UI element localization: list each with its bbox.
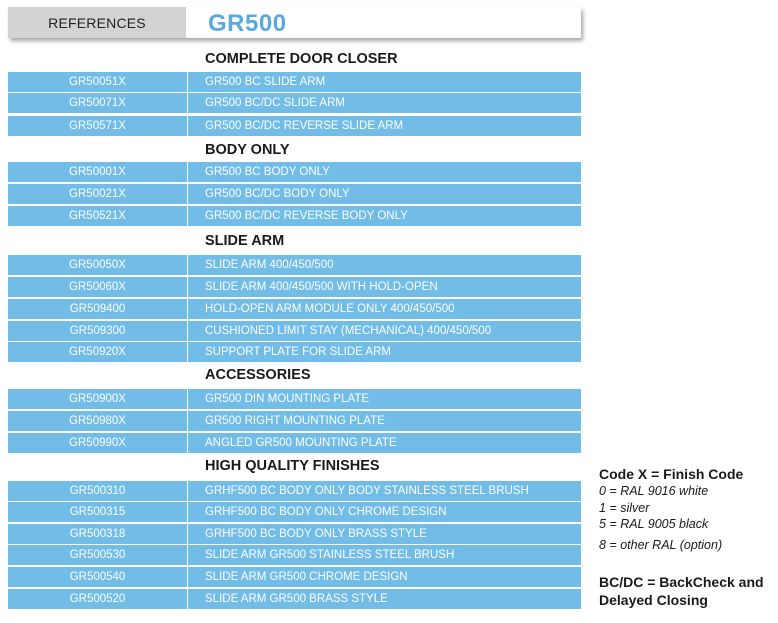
- table-row: [8, 481, 581, 502]
- reference-code: GR50050X: [8, 255, 188, 275]
- table-row: [8, 589, 581, 610]
- reference-code: GR50571X: [8, 116, 188, 136]
- reference-code: GR509400: [8, 299, 188, 319]
- table-row: [8, 321, 581, 342]
- section-title-slide-arm: SLIDE ARM: [205, 233, 285, 249]
- header-bar: [8, 7, 581, 38]
- reference-description: GRHF500 BC BODY ONLY CHROME DESIGN: [205, 506, 447, 518]
- table-row: [8, 342, 581, 363]
- section-title-complete-door-closer: COMPLETE DOOR CLOSER: [205, 51, 398, 67]
- reference-description: SLIDE ARM 400/450/500: [205, 259, 334, 271]
- reference-code: GR50060X: [8, 277, 188, 297]
- reference-code: GR500310: [8, 481, 188, 501]
- reference-description: SUPPORT PLATE FOR SLIDE ARM: [205, 346, 391, 358]
- bcdc-definition-line-1: BC/DC = BackCheck and: [599, 574, 764, 590]
- reference-code: GR50001X: [8, 162, 188, 182]
- reference-code: GR500520: [8, 589, 188, 609]
- reference-code: GR50021X: [8, 184, 188, 204]
- reference-description: SLIDE ARM GR500 BRASS STYLE: [205, 593, 388, 605]
- reference-description: GRHF500 BC BODY ONLY BRASS STYLE: [205, 528, 427, 540]
- reference-description: GR500 BC/DC REVERSE BODY ONLY: [205, 210, 408, 222]
- reference-code: GR50051X: [8, 72, 188, 92]
- reference-code: GR50980X: [8, 411, 188, 431]
- table-row: [8, 433, 581, 454]
- references-label: REFERENCES: [8, 7, 186, 38]
- table-row: [8, 545, 581, 566]
- reference-description: CUSHIONED LIMIT STAY (MECHANICAL) 400/450/500: [205, 325, 492, 337]
- reference-code: GR500540: [8, 567, 188, 587]
- reference-description: ANGLED GR500 MOUNTING PLATE: [205, 437, 397, 449]
- reference-description: GR500 BC/DC REVERSE SLIDE ARM: [205, 120, 404, 132]
- finish-code-item: 1 = silver: [599, 500, 650, 515]
- section-title-high-quality-finishes: HIGH QUALITY FINISHES: [205, 458, 380, 474]
- reference-code: GR50900X: [8, 389, 188, 409]
- finish-code-item: 5 = RAL 9005 black: [599, 517, 709, 531]
- reference-description: GRHF500 BC BODY ONLY BODY STAINLESS STEEL BRUSH: [205, 485, 529, 497]
- reference-description: SLIDE ARM GR500 CHROME DESIGN: [205, 571, 408, 583]
- reference-code: GR50521X: [8, 206, 188, 226]
- finish-code-item: 8 = other RAL (option): [599, 537, 723, 552]
- legend-notes: [599, 465, 774, 609]
- reference-description: GR500 RIGHT MOUNTING PLATE: [205, 415, 385, 427]
- table-row: [8, 502, 581, 523]
- table-row: [8, 299, 581, 320]
- table-row: [8, 389, 581, 410]
- reference-code: GR50920X: [8, 342, 188, 362]
- reference-description: GR500 BC/DC SLIDE ARM: [205, 97, 345, 109]
- reference-code: GR500318: [8, 524, 188, 544]
- reference-description: GR500 BC SLIDE ARM: [205, 76, 326, 88]
- table-row: [8, 524, 581, 545]
- table-row: [8, 567, 581, 588]
- table-row: [8, 162, 581, 183]
- reference-description: SLIDE ARM 400/450/500 WITH HOLD-OPEN: [205, 281, 438, 293]
- reference-code: GR50071X: [8, 93, 188, 113]
- section-title-body-only: BODY ONLY: [205, 142, 290, 158]
- finish-code-item: 0 = RAL 9016 white: [599, 484, 709, 498]
- reference-code: GR500530: [8, 545, 188, 565]
- reference-code: GR50990X: [8, 433, 188, 453]
- table-row: [8, 277, 581, 298]
- reference-code: GR509300: [8, 321, 188, 341]
- reference-description: GR500 DIN MOUNTING PLATE: [205, 393, 370, 405]
- reference-description: HOLD-OPEN ARM MODULE ONLY 400/450/500: [205, 303, 455, 315]
- table-row: [8, 184, 581, 205]
- table-row: [8, 72, 581, 93]
- table-row: [8, 206, 581, 227]
- table-row: [8, 93, 581, 114]
- table-row: [8, 116, 581, 137]
- table-row: [8, 411, 581, 432]
- brand-title: GR500: [208, 9, 287, 37]
- reference-description: GR500 BC BODY ONLY: [205, 166, 330, 178]
- reference-code: GR500315: [8, 502, 188, 522]
- bcdc-definition-line-2: Delayed Closing: [599, 592, 708, 608]
- reference-description: SLIDE ARM GR500 STAINLESS STEEL BRUSH: [205, 549, 455, 561]
- section-title-accessories: ACCESSORIES: [205, 367, 311, 383]
- finish-code-title: Code X = Finish Code: [599, 466, 744, 482]
- reference-description: GR500 BC/DC BODY ONLY: [205, 188, 350, 200]
- table-row: [8, 255, 581, 276]
